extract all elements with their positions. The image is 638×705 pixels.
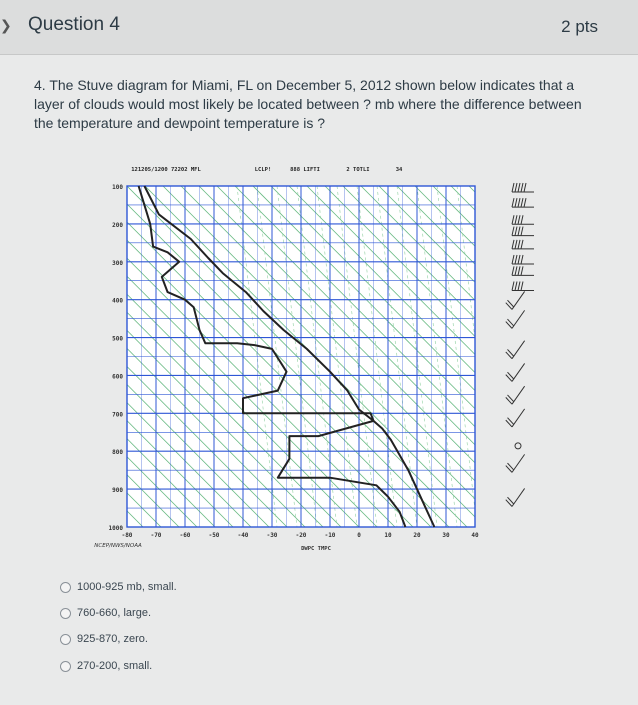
adiabat-line (0, 186, 53, 527)
wind-barb-stroke (518, 183, 520, 192)
wind-barb-stroke (505, 352, 514, 359)
wind-barb-stroke (521, 183, 523, 192)
adiabat-line (595, 186, 638, 527)
wind-barb (512, 183, 534, 192)
mixing-ratio-line (497, 186, 537, 527)
wind-barb-stroke (515, 282, 517, 291)
question-title: Question 4 (28, 14, 120, 35)
x-tick-label: -50 (208, 532, 220, 539)
wind-barb-stroke (515, 266, 517, 275)
x-tick-label: -40 (237, 532, 249, 539)
wind-barb-stroke (506, 319, 515, 326)
y-tick-label: 700 (112, 411, 123, 419)
wind-barb-calm (515, 443, 521, 449)
wind-barb (505, 483, 525, 506)
wind-barb-stroke (505, 375, 514, 382)
wind-barb-stroke (506, 418, 515, 425)
wind-barb-stroke (506, 463, 515, 470)
wind-barb-stroke (518, 198, 520, 207)
answer-label: 760-660, large. (77, 607, 151, 619)
y-tick-label: 1000 (108, 525, 123, 532)
wind-barb-stroke (521, 227, 523, 236)
wind-barb-stroke (505, 420, 514, 427)
radio-button[interactable] (60, 661, 71, 672)
wind-barb-stroke (506, 395, 515, 402)
adiabat-line (505, 186, 638, 527)
wind-barb-stroke (506, 372, 515, 379)
answer-option[interactable] (60, 657, 152, 675)
wind-barb-stroke (515, 255, 517, 264)
wind-barb-stroke (515, 227, 517, 236)
wind-barb-stroke (521, 240, 523, 249)
wind-barb-stroke (518, 227, 520, 236)
wind-barb-stroke (524, 198, 526, 207)
wind-barb (512, 266, 534, 275)
y-tick-label: 900 (112, 487, 123, 495)
y-tick-label: 800 (112, 449, 123, 457)
wind-barb (512, 215, 534, 224)
wind-barb-stroke (521, 266, 523, 275)
y-tick-label: 300 (112, 259, 123, 267)
wind-barb-stroke (524, 183, 526, 192)
wind-barb-stroke (512, 240, 514, 249)
x-tick-label: 10 (384, 532, 392, 539)
wind-barb-stroke (512, 183, 514, 192)
x-tick-label: 0 (357, 532, 361, 539)
adiabat-line (613, 186, 638, 527)
wind-barb (512, 240, 534, 249)
adiabat-line (0, 186, 71, 527)
wind-barb-stroke (505, 322, 514, 329)
answer-label: 1000-925 mb, small. (77, 581, 177, 593)
x-tick-label: -20 (295, 532, 307, 539)
x-tick-label: 40 (471, 532, 479, 539)
adiabat-line (451, 186, 638, 527)
y-tick-label: 400 (112, 297, 123, 305)
diagram-header-label: 121205/1200 72202 MFL (131, 167, 201, 173)
x-tick-label: 30 (442, 532, 450, 539)
wind-barb (505, 381, 525, 404)
wind-barb (505, 358, 525, 381)
y-tick-label: 100 (112, 184, 123, 191)
adiabat-line (577, 186, 638, 527)
diagram-header-label: LCLP! (254, 167, 272, 173)
wind-barb-stroke (512, 227, 514, 236)
points-label: 2 pts (561, 17, 598, 36)
wind-barb-stroke (512, 255, 514, 264)
wind-barb-stroke (505, 466, 514, 473)
wind-barb-stroke (518, 255, 520, 264)
wind-barb-stroke (515, 215, 517, 224)
wind-barb (512, 198, 534, 207)
adiabat-line (0, 186, 125, 527)
answer-option[interactable] (60, 630, 148, 648)
wind-barb-stroke (505, 303, 514, 310)
wind-barb (505, 305, 525, 328)
diagram-header-label: 34 (395, 167, 403, 173)
question-text: 4. The Stuve diagram for Miami, FL on December 5, 2012 shown below indicates that a layer of clouds would most likely be located between ? mb where the difference between the temperature and dewpoint temperature is ? (34, 77, 582, 131)
wind-barb-stroke (521, 282, 523, 291)
x-tick-label: 20 (413, 532, 421, 539)
wind-barb-stroke (518, 240, 520, 249)
wind-barb-stroke (512, 266, 514, 275)
radio-button[interactable] (60, 582, 71, 593)
x-tick-label: -60 (179, 532, 191, 539)
wind-barb (505, 404, 525, 427)
x-tick-label: -30 (266, 532, 278, 539)
footer-source-label: NCEP/NWS/NOAA (94, 543, 142, 549)
wind-barb-stroke (515, 240, 517, 249)
adiabat-line (541, 186, 638, 527)
wind-barb-stroke (512, 198, 514, 207)
wind-barb-stroke (505, 397, 514, 404)
wind-barb-stroke (518, 266, 520, 275)
wind-barb (512, 227, 534, 236)
adiabat-line (0, 186, 107, 527)
answer-label: 270-200, small. (77, 660, 153, 672)
x-tick-label: -10 (324, 532, 336, 539)
y-tick-label: 200 (112, 221, 123, 229)
adiabat-line (631, 186, 638, 527)
wind-barb (512, 255, 534, 264)
wind-barb-stroke (521, 215, 523, 224)
wind-barb-stroke (506, 497, 515, 504)
adiabat-line (0, 186, 17, 527)
adiabat-line (469, 186, 638, 527)
x-tick-label: -80 (121, 532, 133, 539)
adiabat-line (0, 186, 89, 527)
wind-barb-stroke (518, 282, 520, 291)
wind-barb (505, 449, 525, 472)
wind-barb-stroke (506, 349, 515, 356)
diagram-header-label: 2 TOTLI (346, 167, 370, 173)
adiabat-line (0, 186, 35, 527)
x-axis-label: DWPC TMPC (301, 546, 331, 552)
y-tick-label: 500 (112, 335, 123, 343)
wind-barb-stroke (521, 255, 523, 264)
x-tick-label: -70 (150, 532, 162, 539)
y-tick-label: 600 (112, 373, 123, 381)
adiabat-line (0, 186, 143, 527)
wind-barb (505, 336, 525, 359)
wind-barb-stroke (521, 198, 523, 207)
wind-barb-stroke (505, 500, 514, 507)
radio-button[interactable] (60, 608, 71, 619)
adiabat-line (559, 186, 638, 527)
diagram-header-label: 888 LIFTI (290, 167, 320, 173)
radio-button[interactable] (60, 634, 71, 645)
wind-barb-stroke (515, 198, 517, 207)
wind-barb-stroke (518, 215, 520, 224)
wind-barb-stroke (512, 282, 514, 291)
wind-barb-stroke (506, 300, 515, 307)
answer-option[interactable] (60, 604, 151, 622)
chevron-right-icon: ❯ (0, 18, 12, 34)
wind-barb-stroke (515, 183, 517, 192)
answer-label: 925-870, zero. (77, 633, 148, 645)
mixing-ratio-line (477, 186, 517, 527)
wind-barb (512, 282, 534, 291)
adiabat-line (523, 186, 638, 527)
answer-option[interactable] (60, 578, 177, 596)
wind-barb-stroke (512, 215, 514, 224)
